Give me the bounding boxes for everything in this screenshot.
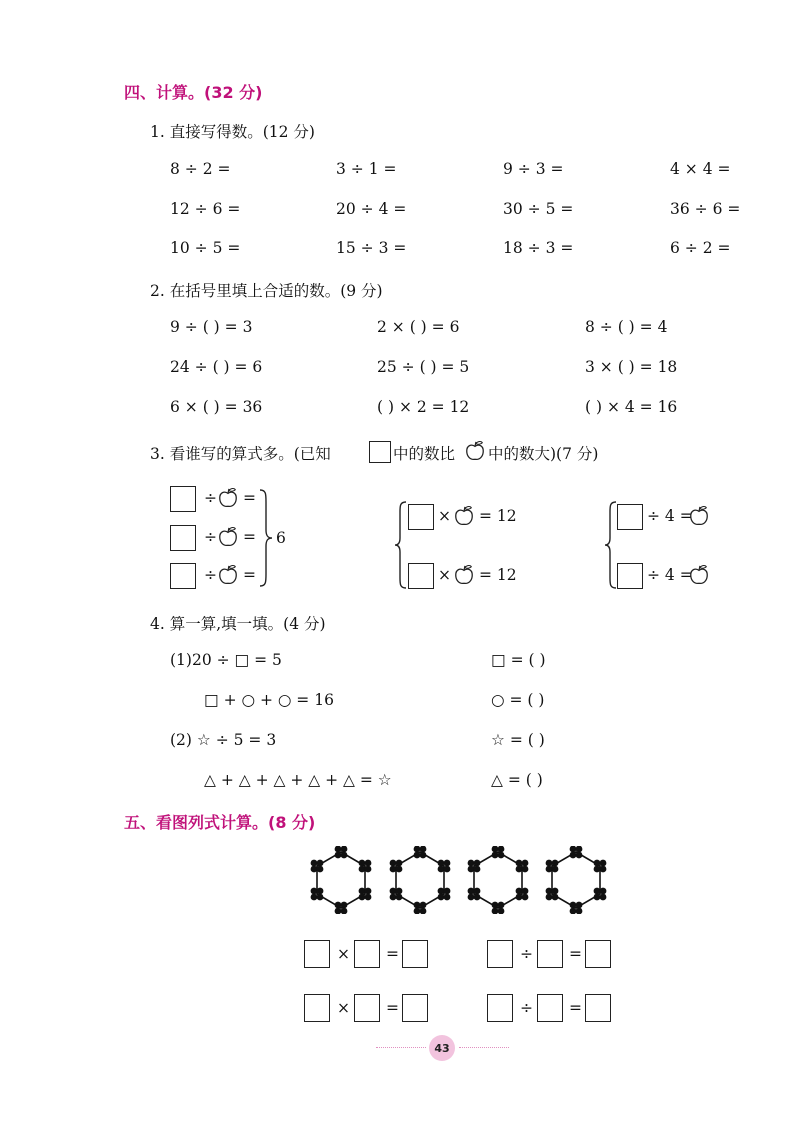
q2-item[interactable]: 9 ÷ ( ) = 3 (170, 318, 253, 336)
q1-item: 10 ÷ 5 = (170, 239, 241, 257)
q1-item: 18 ÷ 3 = (503, 239, 574, 257)
answer-box[interactable] (402, 940, 428, 968)
q1-item: 3 ÷ 1 = (336, 160, 397, 178)
equals-sign: = (386, 999, 399, 1017)
apple-icon (217, 526, 239, 548)
q2-item[interactable]: ( ) × 2 = 12 (377, 398, 470, 416)
q4-answer[interactable]: □ = ( ) (491, 651, 546, 669)
answer-box[interactable] (585, 994, 611, 1022)
hexagon-cross-figure (467, 846, 529, 914)
equals-sign: = (386, 945, 399, 963)
q1-item: 30 ÷ 5 = (503, 200, 574, 218)
answer-box[interactable] (537, 940, 563, 968)
div-sign: ÷ (204, 489, 217, 507)
answer-box[interactable] (585, 940, 611, 968)
page-number-dots-right (459, 1047, 509, 1048)
apple-icon (464, 440, 486, 462)
q4-answer[interactable]: ○ = ( ) (491, 691, 545, 709)
answer-box[interactable] (304, 940, 330, 968)
page-number-dots-left (376, 1047, 426, 1048)
q1-item: 9 ÷ 3 = (503, 160, 564, 178)
q4-equation: □ + ○ + ○ = 16 (204, 691, 334, 709)
q1-title: 1. 直接写得数。(12 分) (150, 123, 315, 141)
left-brace (394, 500, 408, 590)
q2-item[interactable]: 6 × ( ) = 36 (170, 398, 263, 416)
answer-box[interactable] (408, 504, 434, 530)
apple-icon (453, 505, 475, 527)
apple-icon (688, 505, 710, 527)
q1-item: 12 ÷ 6 = (170, 200, 241, 218)
apple-icon (217, 487, 239, 509)
answer-box[interactable] (537, 994, 563, 1022)
section-5-title: 五、看图列式计算。(8 分) (124, 813, 316, 832)
q2-item[interactable]: 2 × ( ) = 6 (377, 318, 460, 336)
q4-equation: (1)20 ÷ □ = 5 (170, 651, 282, 669)
page-number: 43 (429, 1035, 455, 1061)
q2-item[interactable]: 25 ÷ ( ) = 5 (377, 358, 470, 376)
square-symbol (369, 441, 391, 463)
equals-twelve: = 12 (479, 507, 517, 525)
q2-item[interactable]: 24 ÷ ( ) = 6 (170, 358, 263, 376)
apple-icon (217, 564, 239, 586)
q4-equation: △ + △ + △ + △ + △ = ☆ (204, 771, 392, 789)
hexagon-cross-figure (310, 846, 372, 914)
times-sign: × (337, 945, 350, 963)
answer-box[interactable] (402, 994, 428, 1022)
answer-box[interactable] (354, 994, 380, 1022)
q1-item: 15 ÷ 3 = (336, 239, 407, 257)
q2-item[interactable]: ( ) × 4 = 16 (585, 398, 678, 416)
q3-title-post: 中的数大)(7 分) (488, 445, 599, 463)
q2-item[interactable]: 8 ÷ ( ) = 4 (585, 318, 668, 336)
answer-box[interactable] (354, 940, 380, 968)
answer-box[interactable] (408, 563, 434, 589)
apple-icon (453, 564, 475, 586)
div-sign: ÷ (520, 945, 533, 963)
answer-box[interactable] (170, 486, 196, 512)
answer-box[interactable] (617, 563, 643, 589)
q1-item: 20 ÷ 4 = (336, 200, 407, 218)
hexagon-cross-figure (545, 846, 607, 914)
q2-title: 2. 在括号里填上合适的数。(9 分) (150, 282, 383, 300)
q4-answer[interactable]: ☆ = ( ) (491, 731, 545, 749)
right-brace (258, 488, 274, 588)
q4-answer[interactable]: △ = ( ) (491, 771, 543, 789)
q3-title-pre: 3. 看谁写的算式多。(已知 (150, 445, 331, 463)
divide-by-four: ÷ 4 = (647, 507, 693, 525)
equals-sign: = (569, 945, 582, 963)
q2-item[interactable]: 3 × ( ) = 18 (585, 358, 678, 376)
group1-result: 6 (276, 529, 286, 547)
equals-sign: = (243, 528, 256, 546)
answer-box[interactable] (487, 940, 513, 968)
times-sign: × (438, 566, 451, 584)
q1-item: 6 ÷ 2 = (670, 239, 731, 257)
left-brace (604, 500, 618, 590)
equals-sign: = (569, 999, 582, 1017)
q1-item: 36 ÷ 6 = (670, 200, 741, 218)
q4-equation: (2) ☆ ÷ 5 = 3 (170, 731, 277, 749)
div-sign: ÷ (204, 566, 217, 584)
apple-icon (688, 564, 710, 586)
hexagon-cross-figure (389, 846, 451, 914)
equals-sign: = (243, 566, 256, 584)
answer-box[interactable] (617, 504, 643, 530)
times-sign: × (337, 999, 350, 1017)
answer-box[interactable] (487, 994, 513, 1022)
equals-sign: = (243, 489, 256, 507)
equals-twelve: = 12 (479, 566, 517, 584)
q1-item: 4 × 4 = (670, 160, 731, 178)
div-sign: ÷ (520, 999, 533, 1017)
times-sign: × (438, 507, 451, 525)
q4-title: 4. 算一算,填一填。(4 分) (150, 615, 326, 633)
div-sign: ÷ (204, 528, 217, 546)
q1-item: 8 ÷ 2 = (170, 160, 231, 178)
answer-box[interactable] (170, 525, 196, 551)
q3-title-mid: 中的数比 (393, 445, 456, 463)
answer-box[interactable] (304, 994, 330, 1022)
divide-by-four: ÷ 4 = (647, 566, 693, 584)
answer-box[interactable] (170, 563, 196, 589)
section-4-title: 四、计算。(32 分) (124, 83, 263, 102)
